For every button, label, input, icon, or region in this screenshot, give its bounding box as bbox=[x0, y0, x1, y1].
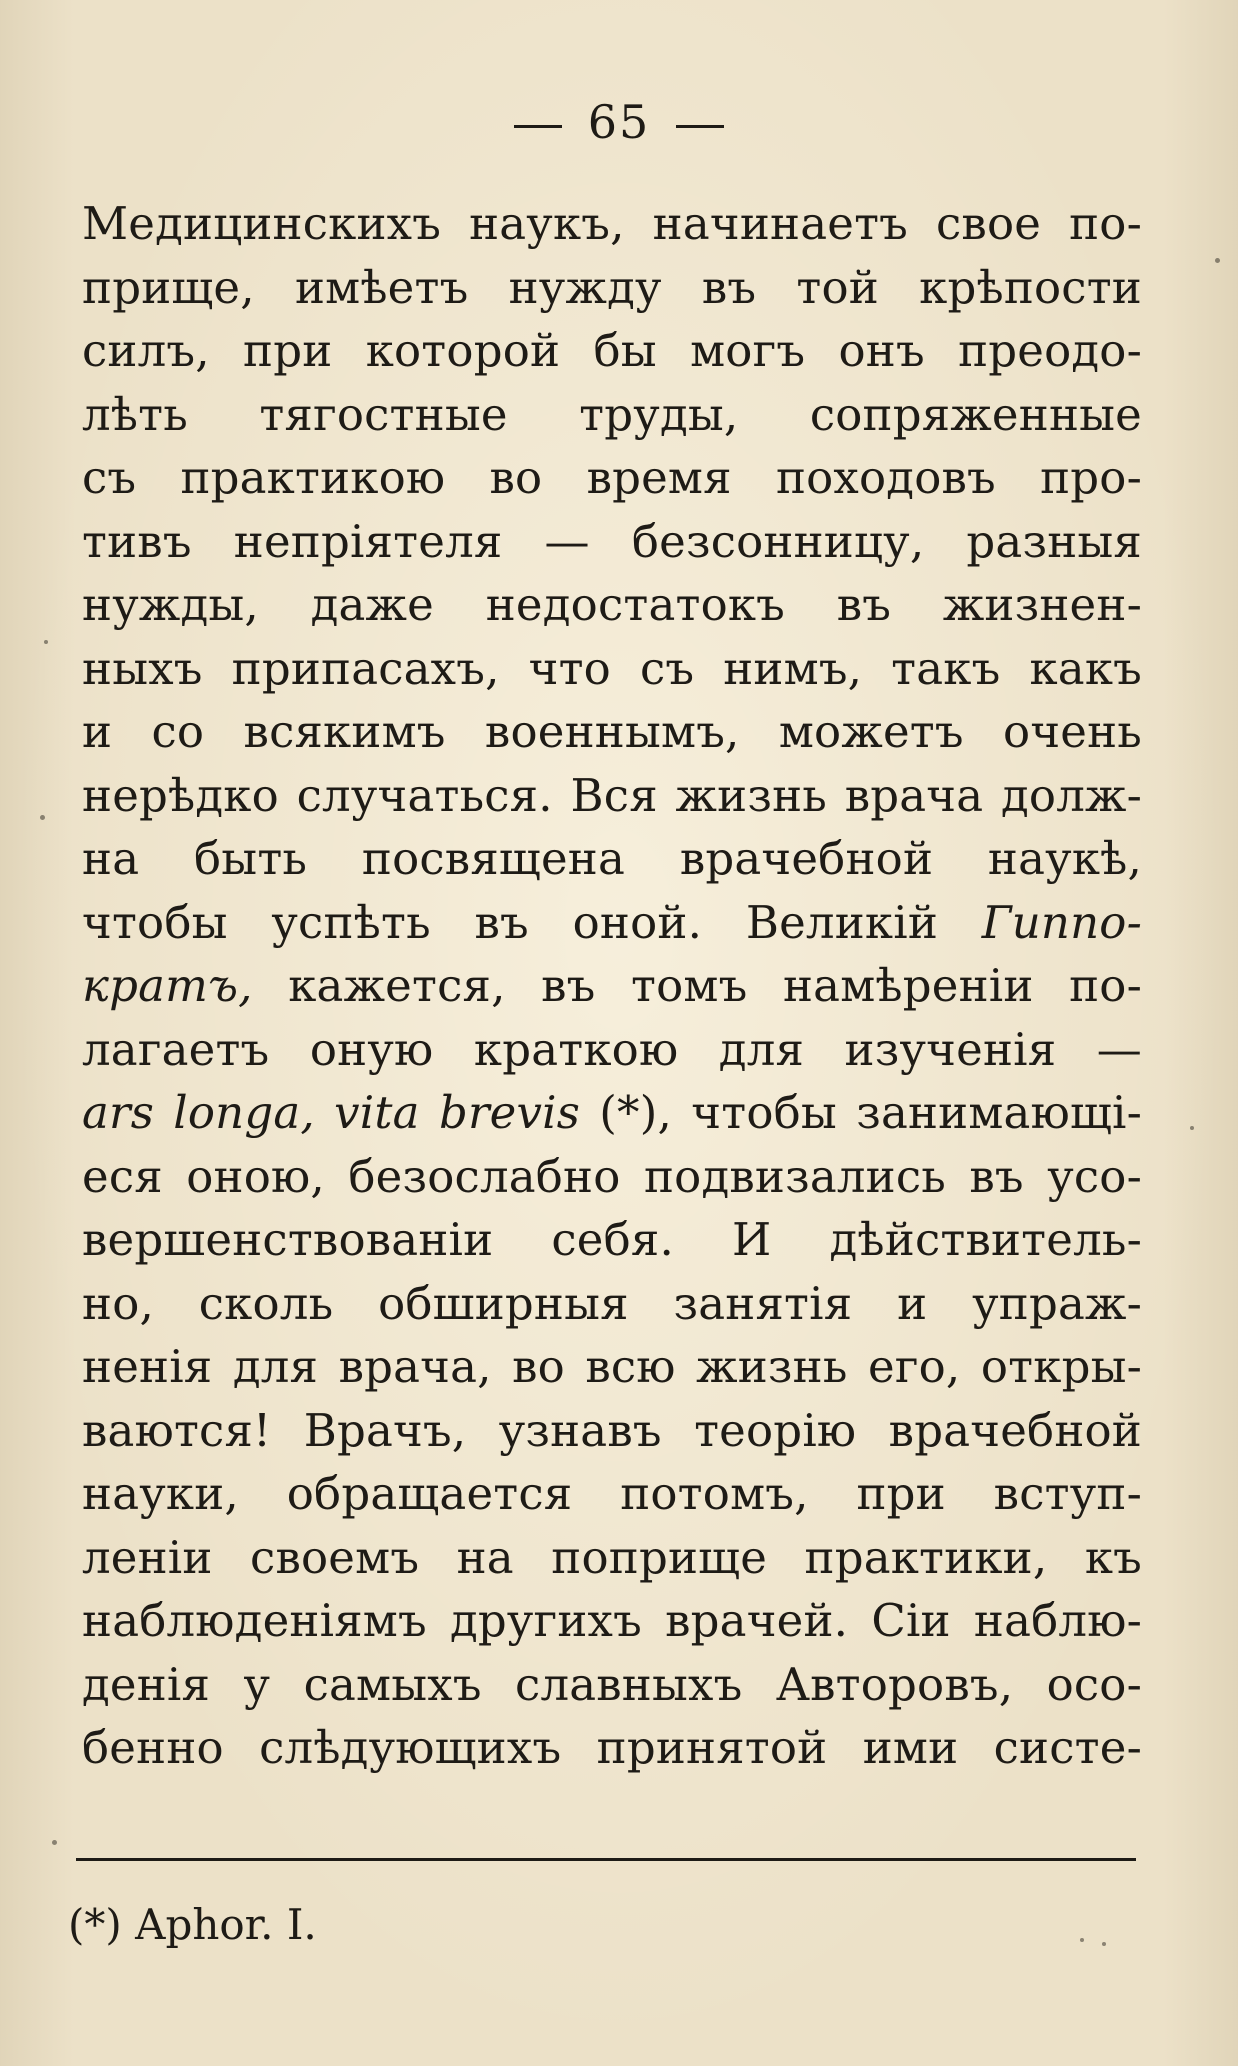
text-line: нужды, даже недостатокъ въ жизнен- bbox=[82, 578, 1142, 631]
paper-speck bbox=[52, 1840, 57, 1845]
header-dash-left bbox=[514, 125, 562, 128]
header-dash-right bbox=[676, 125, 724, 128]
text-line: и со всякимъ военнымъ, можетъ очень bbox=[82, 705, 1142, 758]
text-line: но, сколь обширныя занятія и упраж- bbox=[82, 1276, 1142, 1330]
text-line: лѣть тягостные труды, сопряженные bbox=[82, 387, 1142, 441]
text-line-mixed bbox=[82, 954, 1142, 1018]
paper-speck bbox=[40, 815, 45, 820]
paper-speck bbox=[44, 640, 48, 644]
text-line: еся оною, безослабно подвизались въ усо- bbox=[82, 1149, 1142, 1203]
paper-speck bbox=[1215, 258, 1220, 263]
text-line: науки, обращается потомъ, при вступ- bbox=[82, 1467, 1142, 1520]
text-line: наблюденіямъ другихъ врачей. Сіи наблю- bbox=[82, 1594, 1142, 1647]
footnote-rule bbox=[76, 1858, 1136, 1861]
text-line-mixed bbox=[82, 891, 1142, 955]
text-line: вершенствованіи себя. И дѣйствитель- bbox=[82, 1213, 1142, 1266]
text-segment: чтобы успѣть въ оной. Великій bbox=[82, 895, 982, 949]
text-line: ненія для врача, во всю жизнь его, откры- bbox=[82, 1340, 1142, 1393]
text-line-mixed bbox=[82, 1081, 1142, 1145]
page-number: 65 bbox=[587, 95, 651, 149]
italic-name: кратъ, bbox=[82, 959, 253, 1012]
text-line: бенно слѣдующихъ принятой ими систе- bbox=[82, 1721, 1142, 1774]
body-text bbox=[82, 192, 1142, 1780]
text-segment: кажется, въ томъ намѣреніи по- bbox=[252, 959, 1142, 1012]
paper-speck bbox=[1102, 1942, 1106, 1946]
text-line: силъ, при которой бы могъ онъ преодо- bbox=[82, 324, 1142, 377]
text-line: денія у самыхъ славныхъ Авторовъ, осо- bbox=[82, 1657, 1142, 1711]
footnote: (*) Aphor. I. bbox=[68, 1900, 317, 1949]
italic-name: Гиппо- bbox=[981, 895, 1142, 949]
text-line: съ практикою во время походовъ про- bbox=[82, 451, 1142, 504]
paper-speck bbox=[1080, 1938, 1084, 1942]
text-line: леніи своемъ на поприще практики, къ bbox=[82, 1530, 1142, 1584]
text-line: ваются! Врачъ, узнавъ теорію врачебной bbox=[82, 1403, 1142, 1457]
text-line: лагаетъ оную краткою для изученія — bbox=[82, 1022, 1142, 1076]
paper-speck bbox=[1190, 1126, 1194, 1130]
text-line: ныхъ припасахъ, что съ нимъ, такъ какъ bbox=[82, 641, 1142, 695]
text-line: Медицинскихъ наукъ, начинаетъ свое по- bbox=[82, 197, 1142, 250]
text-line: на быть посвящена врачебной наукѣ, bbox=[82, 832, 1142, 885]
latin-quote: ars longa, vita brevis bbox=[82, 1086, 581, 1139]
text-line: прище, имѣетъ нужду въ той крѣпости bbox=[82, 260, 1142, 314]
text-line: тивъ непріятеля — безсонницу, разныя bbox=[82, 514, 1142, 568]
page-header bbox=[0, 92, 1238, 152]
text-segment: (*), чтобы занимающі- bbox=[580, 1086, 1142, 1139]
text-line: нерѣдко случаться. Вся жизнь врача долж- bbox=[82, 768, 1142, 822]
